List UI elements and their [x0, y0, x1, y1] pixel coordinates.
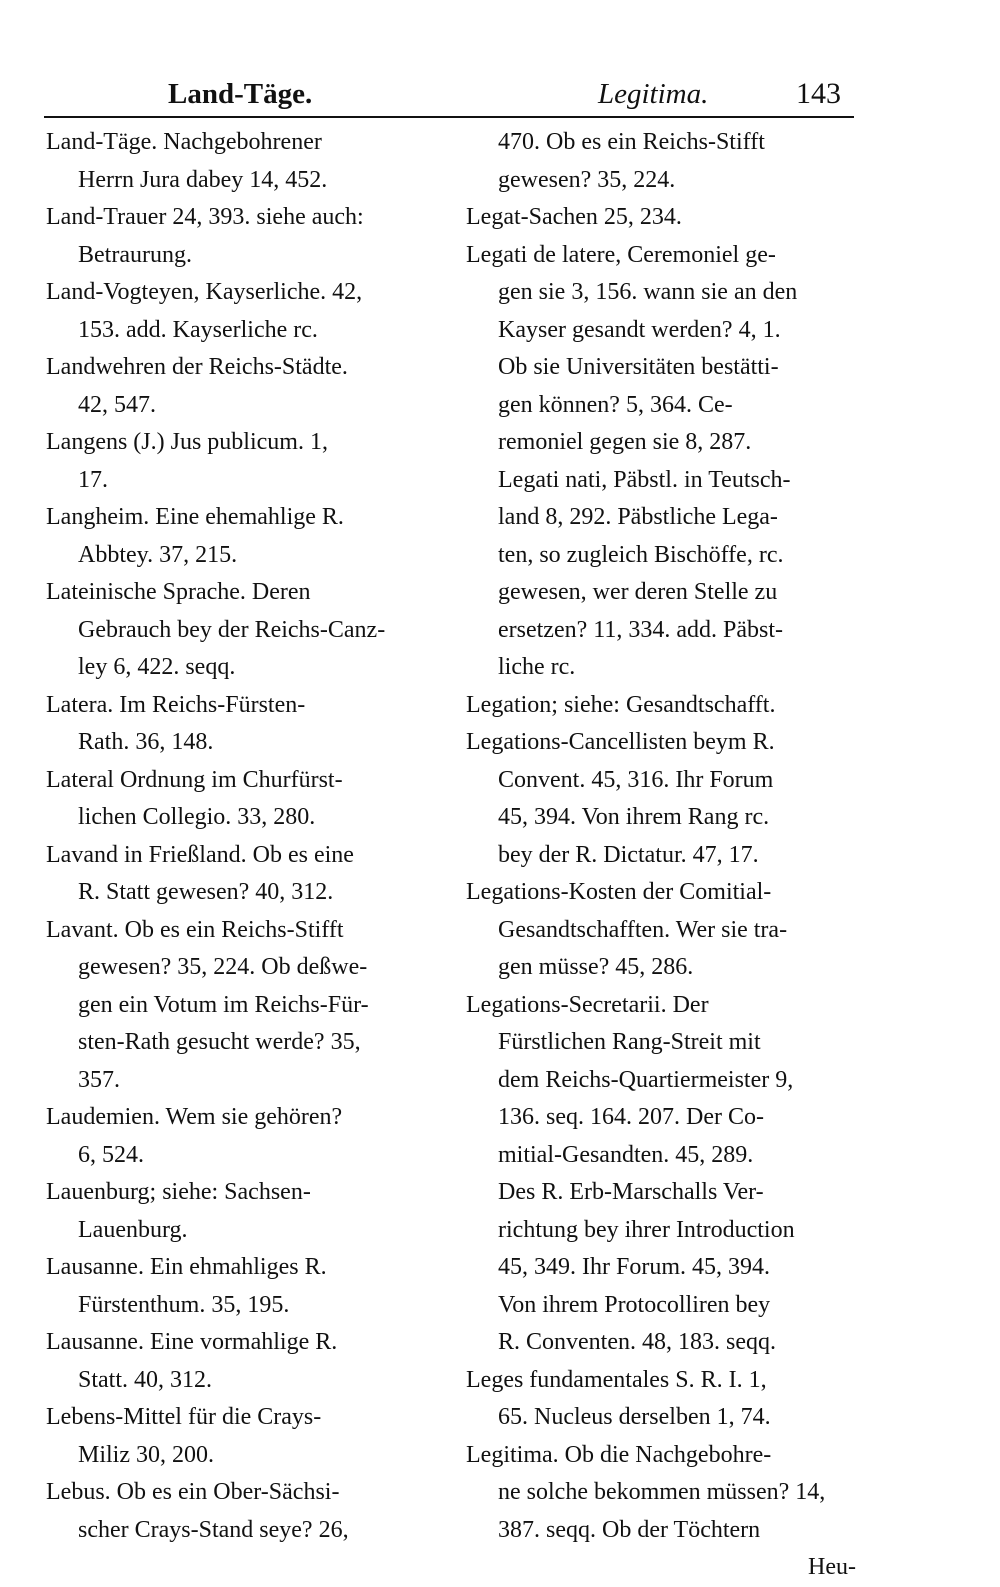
index-line: gen müsse? 45, 286. [498, 954, 694, 980]
index-line: Des R. Erb-Marschalls Ver- [498, 1179, 764, 1205]
index-line: remoniel gegen sie 8, 287. [498, 429, 752, 455]
index-line: Landwehren der Reichs-Städte. [46, 354, 348, 380]
index-line: Langens (J.) Jus publicum. 1, [46, 429, 328, 455]
index-line: 45, 394. Von ihrem Rang rc. [498, 804, 770, 830]
index-line: gewesen? 35, 224. [498, 166, 676, 193]
index-line: 45, 349. Ihr Forum. 45, 394. [498, 1254, 770, 1280]
running-head-left: Land-Täge. [168, 78, 313, 110]
index-line: Land-Vogteyen, Kayserliche. 42, [46, 279, 363, 305]
index-line: bey der R. Dictatur. 47, 17. [498, 841, 759, 868]
index-line: gen sie 3, 156. wann sie an den [498, 279, 798, 305]
index-line: Legations-Secretarii. Der [466, 991, 709, 1018]
header-rule [44, 116, 854, 118]
index-line: Legitima. Ob die Nachgebohre- [466, 1441, 772, 1468]
index-line: Lateinische Sprache. Deren [46, 579, 311, 605]
index-line: Legations-Kosten der Comitial- [466, 879, 772, 905]
index-line: Gesandtschafften. Wer sie tra- [498, 916, 788, 943]
index-line: R. Statt gewesen? 40, 312. [78, 879, 334, 905]
index-line: Lauenburg. [78, 1216, 188, 1243]
index-line: 6, 524. [78, 1141, 144, 1168]
index-line: land 8, 292. Päbstliche Lega- [498, 504, 778, 530]
index-line: Lateral Ordnung im Churfürst- [46, 766, 343, 793]
index-line: 65. Nucleus derselben 1, 74. [498, 1404, 771, 1430]
index-line: Lausanne. Eine vormahlige R. [46, 1329, 338, 1355]
index-line: Lauenburg; siehe: Sachsen- [46, 1179, 311, 1205]
index-line: Langheim. Eine ehemahlige R. [46, 504, 344, 530]
index-line: Lausanne. Ein ehmahliges R. [46, 1254, 327, 1280]
index-line: Herrn Jura dabey 14, 452. [78, 166, 328, 193]
index-line: ten, so zugleich Bischöffe, rc. [498, 541, 784, 568]
index-line: dem Reichs-Quartiermeister 9, [498, 1066, 794, 1093]
index-line: mitial-Gesandten. 45, 289. [498, 1141, 754, 1168]
index-line: 17. [78, 466, 108, 493]
index-line: liche rc. [498, 654, 576, 680]
index-line: gewesen, wer deren Stelle zu [498, 579, 778, 605]
index-line: Fürstenthum. 35, 195. [78, 1291, 290, 1318]
index-line: Betraurung. [78, 241, 192, 268]
index-line: Land-Trauer 24, 393. siehe auch: [46, 204, 364, 230]
index-line: Ob sie Universitäten bestätti- [498, 354, 779, 380]
index-line: Legat-Sachen 25, 234. [466, 204, 682, 230]
index-line: gen können? 5, 364. Ce- [498, 391, 733, 418]
index-line: 387. seqq. Ob der Töchtern [498, 1516, 761, 1543]
index-line: Abbtey. 37, 215. [78, 541, 238, 568]
index-line: 470. Ob es ein Reichs-Stifft [498, 129, 765, 155]
index-line: Statt. 40, 312. [78, 1366, 213, 1393]
index-line: Kayser gesandt werden? 4, 1. [498, 316, 781, 343]
index-line: 136. seq. 164. 207. Der Co- [498, 1104, 764, 1130]
index-line: R. Conventen. 48, 183. seqq. [498, 1329, 776, 1355]
index-line: lichen Collegio. 33, 280. [78, 804, 316, 830]
index-line: ne solche bekommen müssen? 14, [498, 1479, 826, 1505]
index-line: 357. [78, 1066, 120, 1093]
index-line: ley 6, 422. seqq. [78, 654, 236, 680]
index-line: Laudemien. Wem sie gehören? [46, 1104, 343, 1130]
index-line: sten-Rath gesucht werde? 35, [78, 1029, 361, 1055]
index-line: Heu- [808, 1554, 856, 1580]
index-line: 153. add. Kayserliche rc. [78, 316, 318, 343]
index-column-left [46, 124, 441, 1549]
index-line: Legati de latere, Ceremoniel ge- [466, 241, 776, 268]
index-line: Lebens-Mittel für die Crays- [46, 1404, 322, 1430]
index-line: Von ihrem Protocolliren bey [498, 1291, 771, 1318]
index-line: Legati nati, Päbstl. in Teutsch- [498, 466, 791, 493]
index-line: gewesen? 35, 224. Ob deßwe- [78, 954, 368, 980]
index-line: scher Crays-Stand seye? 26, [78, 1516, 349, 1543]
index-line: Lavand in Frießland. Ob es eine [46, 841, 354, 868]
index-line: Lebus. Ob es ein Ober-Sächsi- [46, 1479, 340, 1505]
index-line: Leges fundamentales S. R. I. 1, [466, 1366, 767, 1393]
index-line: Convent. 45, 316. Ihr Forum [498, 766, 774, 793]
index-line: Fürstlichen Rang-Streit mit [498, 1029, 761, 1055]
index-line: richtung bey ihrer Introduction [498, 1216, 795, 1243]
index-line: Legation; siehe: Gesandtschafft. [466, 691, 776, 718]
index-line: Rath. 36, 148. [78, 729, 214, 755]
running-head-right: Legitima. [598, 78, 709, 110]
index-line: 42, 547. [78, 391, 156, 418]
index-line: ersetzen? 11, 334. add. Päbst- [498, 616, 784, 643]
index-line: Lavant. Ob es ein Reichs-Stifft [46, 916, 344, 943]
index-line: Legations-Cancellisten beym R. [466, 729, 775, 755]
index-column-right [466, 124, 856, 1587]
index-line: Latera. Im Reichs-Fürsten- [46, 691, 306, 718]
index-line: gen ein Votum im Reichs-Für- [78, 991, 369, 1018]
index-line: Gebrauch bey der Reichs-Canz- [78, 616, 386, 643]
index-line: Miliz 30, 200. [78, 1441, 214, 1468]
page-number: 143 [796, 77, 841, 110]
index-line: Land-Täge. Nachgebohrener [46, 129, 322, 155]
